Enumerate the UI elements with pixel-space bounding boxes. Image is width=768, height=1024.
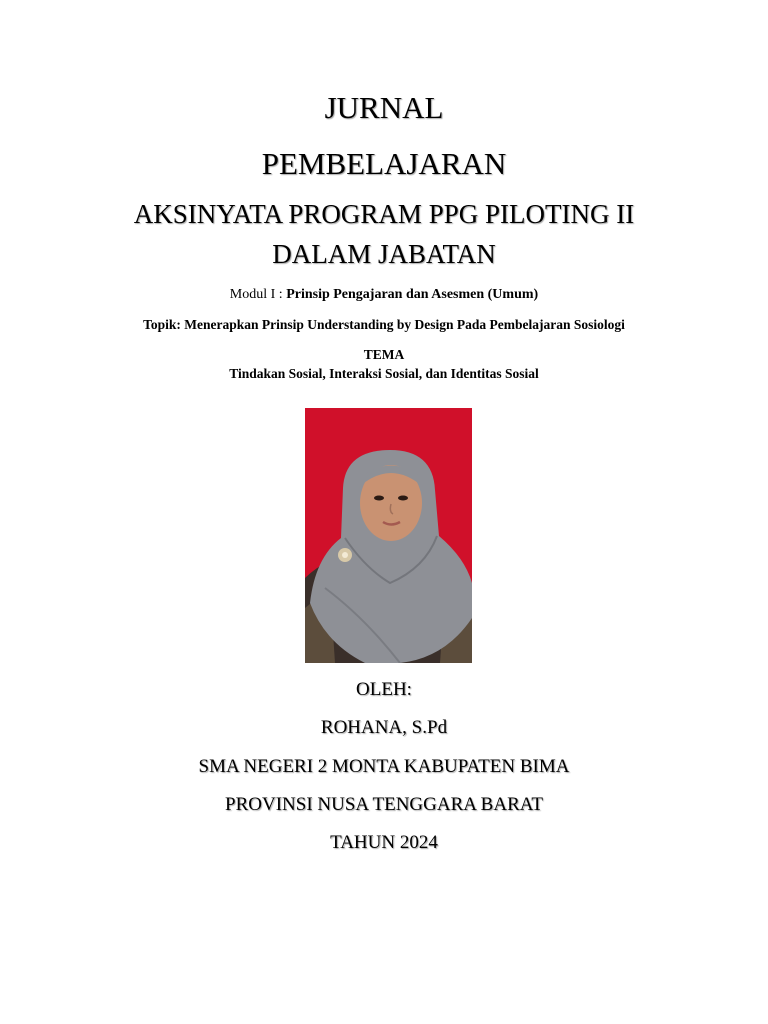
topik-line: Topik: Menerapkan Prinsip Understanding by Design Pada Pembelajaran Sosiologi: [143, 317, 625, 332]
school-name: SMA NEGERI 2 MONTA KABUPATEN BIMA: [198, 756, 570, 777]
modul-title: Prinsip Pengajaran dan Asesmen (Umum): [286, 287, 539, 302]
tema-label: TEMA: [363, 347, 405, 362]
modul-prefix: Modul I :: [229, 287, 287, 302]
author-name: ROHANA, S.Pd: [320, 717, 448, 738]
subtitle-jabatan: DALAM JABATAN: [272, 239, 496, 269]
modul-line: [0, 287, 768, 303]
author-portrait-illustration: [305, 408, 472, 663]
year-label: TAHUN 2024: [330, 832, 438, 853]
subtitle-program: AKSINYATA PROGRAM PPG PILOTING II: [133, 199, 635, 229]
author-photo: [305, 408, 472, 663]
province-name: PROVINSI NUSA TENGGARA BARAT: [225, 794, 543, 815]
title-jurnal: JURNAL: [324, 90, 444, 125]
title-pembelajaran: PEMBELAJARAN: [261, 146, 507, 181]
oleh-label: OLEH:: [356, 679, 412, 700]
tema-value: Tindakan Sosial, Interaksi Sosial, dan Identitas Sosial: [229, 366, 539, 381]
